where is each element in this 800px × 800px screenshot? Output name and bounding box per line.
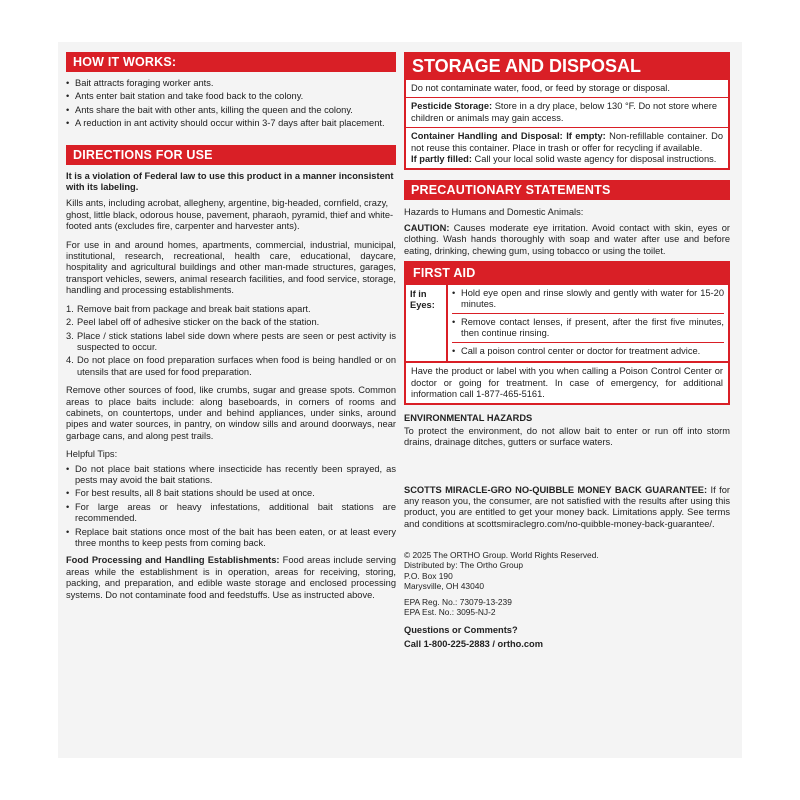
pesticide-storage: Pesticide Storage: Store in a dry place, below 130 °F. Do not store where children or animals may gain access. (406, 97, 728, 127)
first-aid-header: FIRST AID (406, 263, 728, 283)
list-item: 3. Place / stick stations label side down where pests are seen or pest activity is suspected to occur. (66, 330, 396, 352)
how-it-works-list (66, 78, 396, 130)
first-aid-list (448, 285, 728, 361)
questions-label: Questions or Comments? (404, 625, 518, 636)
right-column (404, 52, 730, 650)
directions-header: DIRECTIONS FOR USE (66, 145, 396, 165)
guarantee-text: SCOTTS MIRACLE-GRO NO-QUIBBLE MONEY BACK GUARANTEE: If for any reason you, the consumer, are not satisfied with the results after using this product, you are entitled to get your money back. Limitations apply. See terms and conditions at scottsmiraclegro.com/no-quibble-money-back-guarantee/. (404, 484, 730, 529)
storage-disposal-header: STORAGE AND DISPOSAL (406, 54, 728, 80)
epa-reg: EPA Reg. No.: 73079-13-239 (404, 596, 512, 607)
first-aid-grid (406, 283, 728, 361)
how-it-works-header: HOW IT WORKS: (66, 52, 396, 72)
list-item: • Hold eye open and rinse slowly and gently with water for 15-20 minutes. (452, 288, 724, 314)
helpful-tips-label: Helpful Tips: (66, 449, 118, 460)
if-in-eyes-label: If in Eyes: (406, 285, 448, 361)
list-item: • For best results, all 8 bait stations should be used at once. (66, 488, 396, 499)
other-sources-text: Remove other sources of food, like crumbs, sugar and grease spots. Common areas to place baits include: along baseboards, in corners of rooms and cabinets, on countertops, under and behind appliances, under sinks, around pipes and water sources, in pantry, on window sills and around doorways, near garbage cans, and along pest trails. (66, 385, 396, 441)
hazards-text: Hazards to Humans and Domestic Animals: (404, 207, 584, 218)
list-item: • Do not place bait stations where insecticide has recently been sprayed, as pests may avoid the bait stations. (66, 464, 396, 487)
container-handling: Container Handling and Disposal: If empty: Non-refillable container. Do not reuse this container. Place in trash or offer for recycling if available. If partly filled: Call your local solid waste agency for disposal instructions. (406, 127, 728, 168)
epa-est: EPA Est. No.: 3095-NJ-2 (404, 607, 496, 618)
copyright: © 2025 The ORTHO Group. World Rights Reserved. (404, 550, 599, 561)
first-aid-box (404, 261, 730, 405)
list-item: • Replace bait stations once most of the bait has been eaten, or at least every three months to keep pests from coming back. (66, 527, 396, 550)
list-item: • Remove contact lenses, if present, after the first five minutes, then continue rinsing. (452, 317, 724, 343)
helpful-tips-list (66, 464, 396, 550)
environmental-header: ENVIRONMENTAL HAZARDS (404, 413, 533, 424)
list-item: • A reduction in ant activity should occur within 3-7 days after bait placement. (66, 118, 396, 129)
left-column (66, 52, 396, 601)
po-box: P.O. Box 190 (404, 570, 453, 581)
company-info (404, 550, 730, 650)
storage-disposal-box (404, 52, 730, 170)
storage-line: Do not contaminate water, food, or feed by storage or disposal. (411, 83, 670, 93)
environmental-text: To protect the environment, do not allow bait to enter or run off into storm drains, drainage ditches, gutters or surface waters. (404, 425, 730, 448)
contact-line: Call 1-800-225-2883 / ortho.com (404, 638, 543, 649)
list-item: • Call a poison control center or doctor for treatment advice. (452, 346, 724, 359)
label-panel (58, 42, 742, 758)
kills-ants-text: Kills ants, including acrobat, allegheny, argentine, big-headed, cornfield, crazy, ghost, little black, odorous house, pavement, pharaoh, pyramid, thief and white-footed ants (excludes fire, carpenter and harvester ants). (66, 198, 394, 232)
directions-steps (66, 304, 396, 378)
city: Marysville, OH 43040 (404, 580, 485, 591)
list-item: • Ants share the bait with other ants, killing the queen and the colony. (66, 105, 396, 116)
food-processing-text: Food Processing and Handling Establishments: Food areas include serving areas while the establishment is in operation, areas for receiving, storing, packing, and preparation, and edible waste storage and enclosed processing systems. Do not contaminate food and feedstuffs. Use as instructed above. (66, 555, 396, 600)
first-aid-note: Have the product or label with you when calling a Poison Control Center or doctor or going for treatment. In case of emergency, for additional information call 1-877-465-5161. (406, 361, 728, 403)
use-in-text: For use in and around homes, apartments, commercial, industrial, municipal, institutional, research, recreational, health care, educational, daycare, hospitality and agricultural buildings and other man-made structures, garages, transport vehicles, sewers, animal research facilities, and food service, storage, handling and processing establishments. (66, 239, 396, 296)
list-item: 1. Remove bait from package and break bait stations apart. (66, 303, 311, 314)
caution-text: CAUTION: Causes moderate eye irritation. Avoid contact with skin, eyes or clothing. Wash hands thoroughly with soap and water after use and before eating, drinking, chewing gum, using tobacco or using the toilet. (404, 222, 730, 256)
distributed-by: Distributed by: The Ortho Group (404, 560, 524, 571)
federal-law-statement: It is a violation of Federal law to use this product in a manner inconsistent with its labeling. (66, 170, 394, 193)
list-item: • Bait attracts foraging worker ants. (66, 78, 396, 89)
list-item: • Ants enter bait station and take food back to the colony. (66, 91, 396, 102)
list-item: 2. Peel label off of adhesive sticker on the back of the station. (66, 317, 320, 328)
precautionary-header: PRECAUTIONARY STATEMENTS (404, 180, 730, 200)
list-item: 4. Do not place on food preparation surfaces when food is being handled or on utensils that are used for food preparation. (66, 355, 396, 377)
list-item: • For large areas or heavy infestations, additional bait stations are recommended. (66, 502, 396, 525)
